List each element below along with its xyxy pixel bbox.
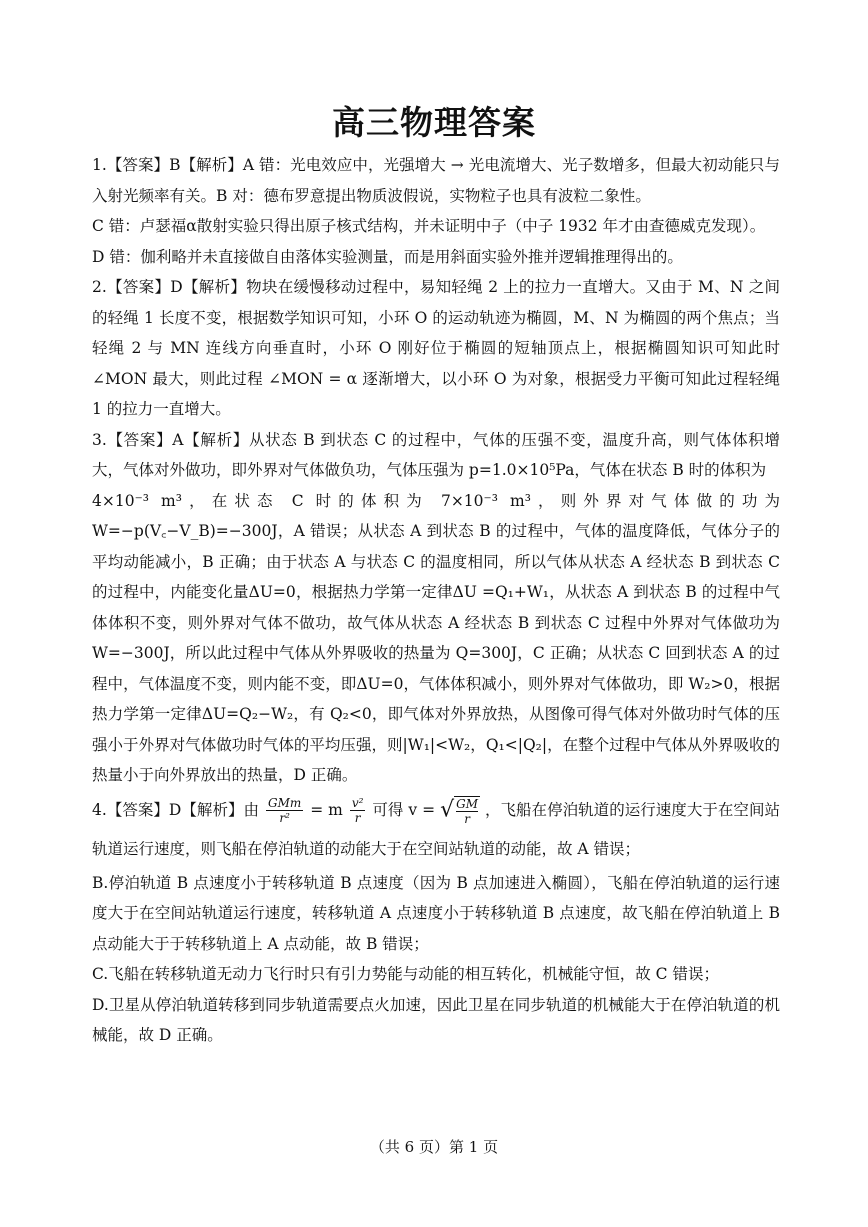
q4-formula-line xyxy=(92,791,780,868)
fraction-v2-over-r xyxy=(350,796,366,825)
radical-sign: √ xyxy=(440,797,455,823)
q3-part1: 3.【答案】A【解析】从状态 B 到状态 C 的过程中，气体的压强不变，温度升高，则气体体积增大，气体对外做功，即外界对气体做负功，气体压强为 p=1.0×10⁵Pa，气体在状态 B 时的体积为 xyxy=(92,430,780,479)
sqrt-gm-over-r xyxy=(440,791,480,830)
page-footer: （共 6 页）第 1 页 xyxy=(369,1138,499,1156)
sqrt-denominator: r xyxy=(464,811,470,826)
fraction-gmm-over-r2 xyxy=(266,796,303,825)
frac1-numerator: GMm xyxy=(268,796,302,810)
q3-part2: 4×10⁻³ m³，在状态 C 时的体积为 7×10⁻³ m³，则外界对气体做的功为 W=−p(V꜀−V_B)=−300J，A 错误；从状态 A 到状态 B 的过程中，气体的温度降低，气体分子的平均动能减小，B 正确；由于状态 A 与状态 C 的温度相同，所以气体从状态 A 经状态 B 到状态 C 的过程中，内能变化量ΔU=0，根据热力学第一定律ΔU =Q₁+W₁，从状态 A 到状态 B 的过程中气体体积不变，则外界对气体不做功，故气体从状态 A 经状态 B 到状态 C 过程中外界对气体做功为 W=−300J，所以此过程中气体从外界吸收的热量为 Q=300J，C 正确；从状态 C 回到状态 A 的过程中，气体温度不变，则内能不变，即ΔU=0，气体体积减小，则外界对气体做功，即 W₂>0，根据热力学第一定律ΔU=Q₂−W₂，有 Q₂<0，即气体对外界放热，从图像可得气体对外做功时气体的压强小于外界对气体做功时气体的平均压强，则|W₁|<W₂，Q₁<|Q₂|，在整个过程中气体从外界吸收的热量小于向外界放出的热量，D 正确。 xyxy=(92,491,780,784)
q4-eq1: = m xyxy=(310,800,343,819)
q4-mid: 可得 v = xyxy=(372,800,436,819)
answer-content xyxy=(92,150,780,1051)
frac2-denominator: r xyxy=(354,811,361,825)
q4-option-d: D.卫星从停泊轨道转移到同步轨道需要点火加速，因此卫星在同步轨道的机械能大于在停泊轨道的机械能，故 D 正确。 xyxy=(92,995,780,1045)
q4-option-b: B.停泊轨道 B 点速度小于转移轨道 B 点速度（因为 B 点加速进入椭圆），飞船在停泊轨道的运行速度大于在空间站轨道运行速度，转移轨道 A 点速度小于转移轨道 B 点速度，故飞船在停泊轨道上 B 点动能大于于转移轨道上 A 点动能，故 B 错误； xyxy=(92,873,780,953)
q4-tail: ，飞船在停泊轨道的运行速度大于在空间站轨道运行速度，则飞船在停泊轨道的动能大于在空间站轨道的动能，故 A 错误； xyxy=(92,800,780,858)
q1-line2: C 错：卢瑟福α散射实验只得出原子核式结构，并未证明中子（中子 1932 年才由查德威克发现）。 xyxy=(92,217,766,235)
frac2-numerator: v² xyxy=(351,796,364,810)
q1-line1: 1.【答案】B【解析】A 错：光电效应中，光强增大 → 光电流增大、光子数增多，但最大初动能只与入射光频率有关。B 对：德布罗意提出物质波假说，实物粒子也具有波粒二象性。 xyxy=(92,156,780,205)
sqrt-inner xyxy=(454,796,480,826)
q4-option-c: C.飞船在转移轨道无动力飞行时只有引力势能与动能的相互转化，机械能守恒，故 C 错误； xyxy=(92,965,719,984)
q1-line3: D 错：伽利略并未直接做自由落体实验测量，而是用斜面实验外推并逻辑推理得出的。 xyxy=(92,247,683,266)
q4-lead: 4.【答案】D【解析】由 xyxy=(92,800,260,819)
sqrt-numerator: GM xyxy=(456,796,478,811)
q2-text: 2.【答案】D【解析】物块在缓慢移动过程中，易知轻绳 2 上的拉力一直增大。又由于 M、N 之间的轻绳 1 长度不变，根据数学知识可知，小环 O 的运动轨迹为椭圆，M、N 为椭圆的两个焦点；当轻绳 2 与 MN 连线方向垂直时，小环 O 刚好位于椭圆的短轴顶点上，根据椭圆知识可知此时 ∠MON 最大，则此过程 ∠MON = α 逐渐增大，以小环 O 为对象，根据受力平衡可知此过程轻绳 1 的拉力一直增大。 xyxy=(92,278,780,418)
page-title: 高三物理答案 xyxy=(332,103,536,142)
frac1-denominator: r² xyxy=(279,811,290,825)
